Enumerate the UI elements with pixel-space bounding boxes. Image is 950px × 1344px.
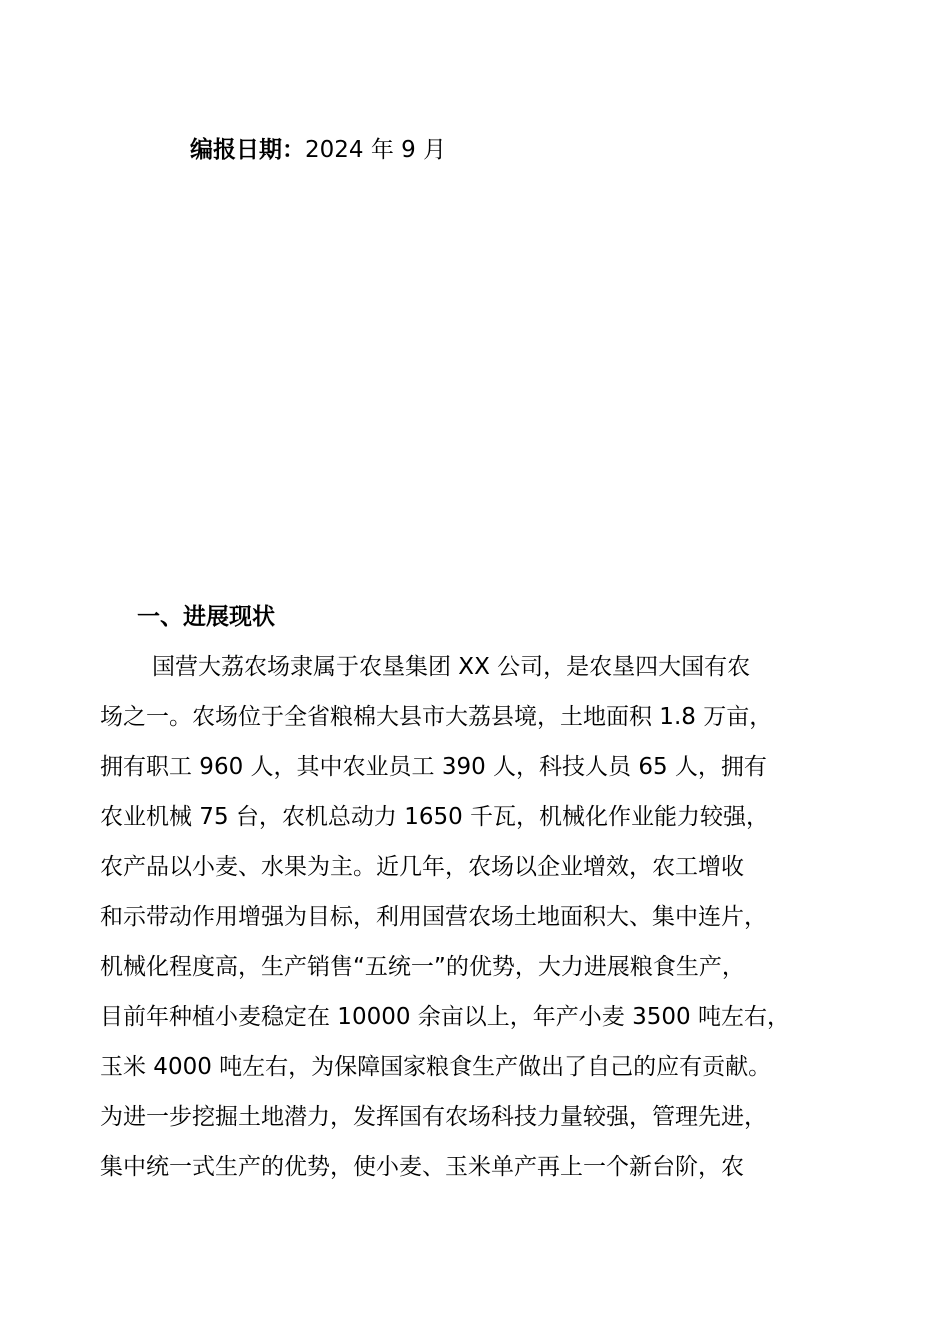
section-heading: 一、进展现状 [137,604,275,630]
compile-date [190,133,446,167]
paragraph-line: 为进一步挖掘土地潜力，发挥国有农场科技力量较强，管理先进， [100,1104,767,1130]
paragraph-line: 农产品以小麦、水果为主。近几年，农场以企业增效，农工增收 [100,854,744,880]
paragraph-line: 机械化程度高，生产销售“五统一”的优势，大力进展粮食生产， [100,954,745,980]
paragraph-line: 拥有职工 960 人，其中农业员工 390 人，科技人员 65 人，拥有 [100,754,767,780]
paragraph-line: 玉米 4000 吨左右，为保障国家粮食生产做出了自己的应有贡献。 [100,1054,772,1080]
paragraph-line: 农业机械 75 台，农机总动力 1650 千瓦，机械化作业能力较强， [100,804,770,830]
paragraph-line: 集中统一式生产的优势，使小麦、玉米单产再上一个新台阶，农 [100,1154,744,1180]
paragraph-line: 国营大荔农场隶属于农垦集团 XX 公司，是农垦四大国有农 [152,654,751,680]
paragraph-line: 目前年种植小麦稳定在 10000 余亩以上，年产小麦 3500 吨左右， [100,1004,790,1030]
paragraph-line: 和示带动作用增强为目标，利用国营农场土地面积大、集中连片， [100,904,767,930]
compile-date-value: 2024 年 9 月 [305,137,447,163]
compile-date-label: 编报日期： [190,137,305,163]
paragraph-line: 场之一。农场位于全省粮棉大县市大荔县境，土地面积 1.8 万亩， [100,704,773,730]
